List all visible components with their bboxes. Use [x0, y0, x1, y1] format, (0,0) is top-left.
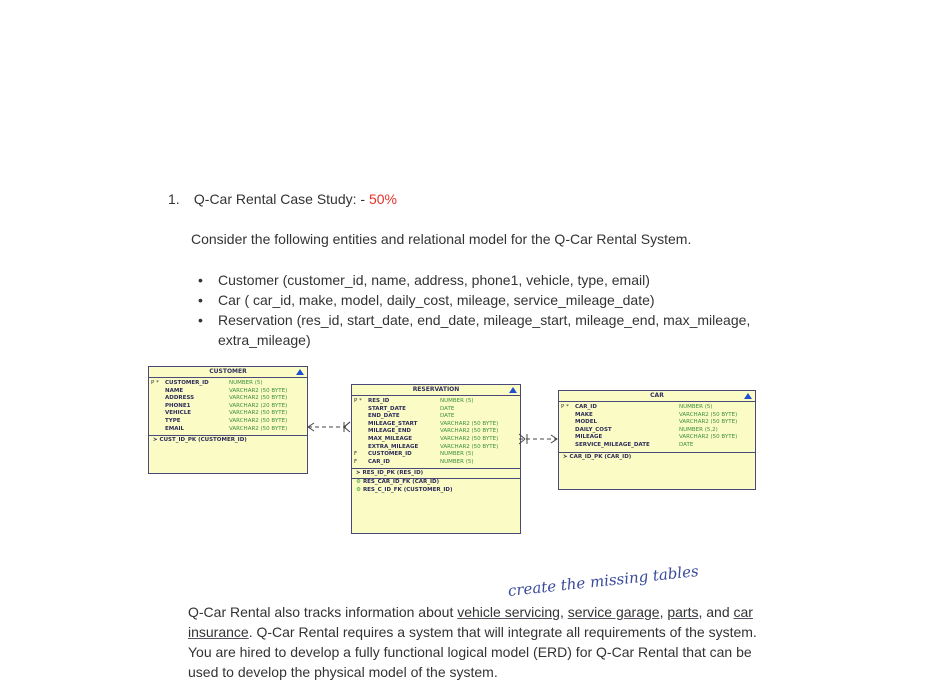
table-row: NAME VARCHAR2 (50 BYTE)	[165, 387, 288, 394]
collapse-icon	[509, 387, 517, 393]
question-title: Q-Car Rental Case Study: -	[193, 191, 366, 207]
car-entity	[558, 390, 756, 490]
table-row: P * RES_ID NUMBER (5)	[354, 398, 474, 404]
reservation-fk: ⚙ RES_C_ID_FK (CUSTOMER_ID)	[356, 486, 453, 493]
table-row: MILEAGE_START VARCHAR2 (50 BYTE)	[368, 420, 499, 427]
customer-pk: ≻ CUST_ID_PK (CUSTOMER_ID)	[153, 437, 247, 444]
key-icon: ≻	[153, 437, 160, 444]
fk-icon: ⚙	[356, 486, 361, 493]
bullet-icon: •	[198, 272, 203, 288]
list-item: • Car ( car_id, make, model, daily_cost, mileage, service_mileage_date)	[198, 292, 655, 308]
customer-entity-title: CUSTOMER	[149, 367, 307, 378]
car-pk: ≻ CAR_ID_PK (CAR_ID)	[563, 453, 632, 460]
table-row: SERVICE_MILEAGE_DATE DATE	[575, 441, 694, 448]
list-item: • Customer (customer_id, name, address, phone1, vehicle, type, email)	[198, 272, 650, 288]
car-entity-title: CAR	[559, 391, 755, 402]
table-row: MAKE VARCHAR2 (50 BYTE)	[575, 411, 738, 418]
reservation-columns	[352, 396, 520, 468]
entity-list	[196, 270, 756, 350]
customer-reservation-relationship	[306, 420, 352, 434]
table-row: ADDRESS VARCHAR2 (50 BYTE)	[165, 395, 288, 402]
underlined-term: car insurance	[188, 604, 753, 640]
table-row: DAILY_COST NUMBER (5,2)	[575, 426, 718, 433]
key-icon: ≻	[563, 453, 570, 460]
table-row: EMAIL VARCHAR2 (50 BYTE)	[165, 425, 288, 432]
table-row: START_DATE DATE	[368, 405, 455, 412]
table-row: F CAR_ID NUMBER (5)	[354, 458, 474, 465]
question-weight: 50%	[368, 191, 397, 207]
table-row: P * CAR_ID NUMBER (5)	[561, 404, 713, 410]
question-heading	[168, 191, 397, 207]
fk-icon: ⚙	[356, 479, 361, 486]
car-columns	[559, 402, 755, 452]
customer-columns	[149, 378, 307, 435]
underlined-term: vehicle servicing	[457, 604, 560, 620]
reservation-entity-title: RESERVATION	[352, 385, 520, 396]
collapse-icon	[744, 393, 752, 399]
underlined-term: service garage	[567, 604, 660, 620]
table-row: P * CUSTOMER_ID NUMBER (5)	[151, 380, 263, 386]
handwritten-annotation: create the missing tables	[507, 562, 700, 600]
body-paragraph: Q-Car Rental also tracks information about vehicle servicing, service garage, parts, and car insurance. Q-Car Rental requires a system that will integrate all requirements of the system. You are hired to develop a fully functional logical model (ERD) for Q-Car Rental that can be used to develop the physical model of the system.	[188, 604, 757, 680]
table-row: MAX_MILEAGE VARCHAR2 (50 BYTE)	[368, 435, 499, 442]
table-row: VEHICLE VARCHAR2 (50 BYTE)	[165, 410, 288, 417]
table-row: END_DATE DATE	[368, 413, 455, 420]
reservation-entity	[351, 384, 521, 534]
bullet-icon: •	[198, 312, 203, 328]
reservation-pk: ≻ RES_ID_PK (RES_ID)	[356, 470, 424, 477]
customer-entity	[148, 366, 308, 474]
table-row: MILEAGE VARCHAR2 (50 BYTE)	[575, 434, 738, 441]
table-row: EXTRA_MILEAGE VARCHAR2 (50 BYTE)	[368, 443, 499, 450]
bullet-icon: •	[198, 292, 203, 308]
underlined-term: parts	[667, 604, 699, 620]
question-number: 1.	[168, 191, 180, 207]
table-row: PHONE1 VARCHAR2 (20 BYTE)	[165, 402, 288, 409]
table-row: MILEAGE_END VARCHAR2 (50 BYTE)	[368, 428, 499, 435]
collapse-icon	[296, 369, 304, 375]
table-row: F CUSTOMER_ID NUMBER (5)	[354, 451, 474, 458]
table-row: MODEL VARCHAR2 (50 BYTE)	[575, 419, 738, 426]
intro-text: Consider the following entities and relational model for the Q-Car Rental System.	[191, 231, 692, 247]
reservation-fk: ⚙ RES_CAR_ID_FK (CAR_ID)	[356, 479, 440, 486]
reservation-car-relationship	[519, 432, 559, 446]
table-row: TYPE VARCHAR2 (50 BYTE)	[165, 417, 288, 424]
list-item: • Reservation (res_id, start_date, end_date, mileage_start, mileage_end, max_mileage, extra_mileage)	[198, 312, 751, 348]
key-icon: ≻	[356, 470, 363, 477]
